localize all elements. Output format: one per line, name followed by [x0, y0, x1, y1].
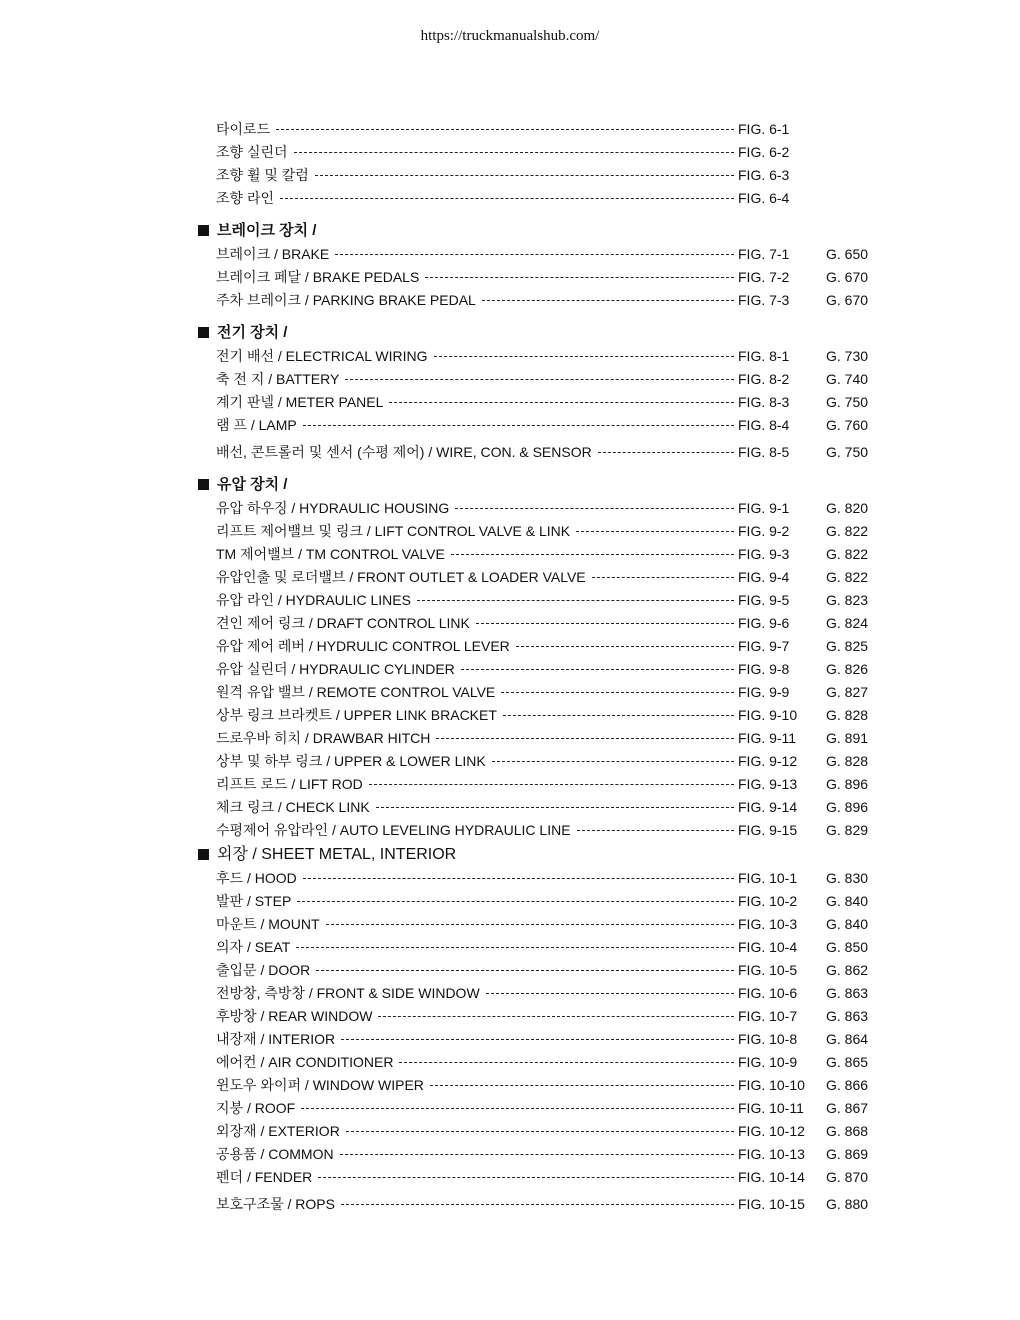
page-reference: G. 670 — [826, 269, 869, 285]
dot-leader — [367, 773, 738, 796]
figure-number: FIG. 10-8 — [738, 1031, 798, 1047]
dot-leader — [397, 1051, 738, 1074]
toc-entry[interactable] — [196, 704, 896, 727]
dot-leader — [501, 704, 738, 727]
toc-entry[interactable] — [196, 959, 896, 982]
page-reference: G. 822 — [826, 546, 869, 562]
dot-leader — [484, 982, 738, 1005]
toc-entry[interactable] — [196, 819, 896, 842]
toc-entry[interactable] — [196, 796, 896, 819]
dot-leader — [339, 1028, 738, 1051]
dot-leader — [374, 796, 738, 819]
toc-entry[interactable] — [196, 658, 896, 681]
figure-number: FIG. 9-3 — [738, 546, 790, 562]
dot-leader — [590, 566, 738, 589]
toc-entry[interactable] — [196, 681, 896, 704]
dot-leader — [432, 345, 739, 368]
figure-number: FIG. 10-7 — [738, 1008, 798, 1024]
toc-entry[interactable] — [196, 566, 896, 589]
dot-leader — [314, 959, 738, 982]
entry-label: 출입문 / DOOR — [216, 962, 311, 978]
entry-label: 펜더 / FENDER — [216, 1169, 313, 1185]
dot-leader — [344, 1120, 738, 1143]
toc-entry[interactable] — [196, 867, 896, 890]
toc-entry[interactable] — [196, 391, 896, 414]
entry-label: 마운트 / MOUNT — [216, 916, 320, 932]
page-reference: G. 864 — [826, 1031, 869, 1047]
dot-leader — [339, 1193, 738, 1216]
page-reference: G. 863 — [826, 985, 869, 1001]
toc-entry[interactable] — [196, 1193, 896, 1216]
page-reference: G. 850 — [826, 939, 869, 955]
toc-entry[interactable] — [196, 266, 896, 289]
figure-number: FIG. 7-2 — [738, 269, 790, 285]
figure-number: FIG. 10-1 — [738, 870, 798, 886]
dot-leader — [301, 867, 738, 890]
entry-label: 윈도우 와이퍼 / WINDOW WIPER — [216, 1077, 424, 1093]
toc-entry[interactable] — [196, 727, 896, 750]
figure-number: FIG. 10-15 — [738, 1196, 805, 1212]
dot-leader — [299, 1097, 738, 1120]
toc-entry[interactable] — [196, 890, 896, 913]
page-reference: G. 896 — [826, 776, 869, 792]
figure-number: FIG. 9-9 — [738, 684, 790, 700]
section-title: 유압 장치 / — [217, 476, 288, 493]
entry-label: 발판 / STEP — [216, 893, 292, 909]
page-reference: G. 840 — [826, 893, 869, 909]
page-reference: G. 869 — [826, 1146, 869, 1162]
figure-number: FIG. 9-15 — [738, 822, 798, 838]
section-heading — [196, 472, 896, 497]
figure-number: FIG. 9-6 — [738, 615, 790, 631]
figure-number: FIG. 9-8 — [738, 661, 790, 677]
figure-number: FIG. 6-1 — [738, 121, 790, 137]
entry-label: 브레이크 / BRAKE — [216, 246, 330, 262]
entry-label: 체크 링크 / CHECK LINK — [216, 799, 370, 815]
source-url[interactable]: https://truckmanualshub.com/ — [420, 28, 600, 44]
entry-label: 공용품 / COMMON — [216, 1146, 334, 1162]
figure-number: FIG. 8-4 — [738, 417, 790, 433]
toc-entry[interactable] — [196, 543, 896, 566]
square-bullet-icon — [198, 225, 209, 236]
dot-leader — [295, 890, 738, 913]
page-reference: G. 830 — [826, 870, 869, 886]
entry-label: 리프트 제어밸브 및 링크 / LIFT CONTROL VALVE & LINK — [216, 523, 571, 539]
figure-number: FIG. 6-3 — [738, 167, 790, 183]
page-reference: G. 865 — [826, 1054, 869, 1070]
dot-leader — [278, 187, 738, 210]
toc-entry[interactable] — [196, 368, 896, 391]
page-reference: G. 891 — [826, 730, 869, 746]
page-reference: G. 880 — [826, 1196, 869, 1212]
entry-label: 주차 브레이크 / PARKING BRAKE PEDAL — [216, 292, 476, 308]
figure-number: FIG. 6-2 — [738, 144, 790, 160]
entry-label: 수평제어 유압라인 / AUTO LEVELING HYDRAULIC LINE — [216, 822, 571, 838]
square-bullet-icon — [198, 327, 209, 338]
entry-label: 보호구조물 / ROPS — [216, 1196, 335, 1212]
toc-entry[interactable] — [196, 913, 896, 936]
page-reference: G. 827 — [826, 684, 869, 700]
intro-entries — [196, 118, 896, 210]
dot-leader — [333, 243, 738, 266]
entry-label: 램 프 / LAMP — [216, 417, 297, 433]
dot-leader — [474, 612, 738, 635]
toc-entry[interactable] — [196, 1120, 896, 1143]
page-reference: G. 829 — [826, 822, 869, 838]
entry-label: 계기 판넬 / METER PANEL — [216, 394, 384, 410]
figure-number: FIG. 7-1 — [738, 246, 790, 262]
toc-entry[interactable] — [196, 187, 896, 210]
toc-entry[interactable] — [196, 982, 896, 1005]
figure-number: FIG. 7-3 — [738, 292, 790, 308]
figure-number: FIG. 9-5 — [738, 592, 790, 608]
dot-leader — [415, 589, 738, 612]
figure-number: FIG. 9-10 — [738, 707, 798, 723]
page-reference: G. 867 — [826, 1100, 869, 1116]
entry-label: 후드 / HOOD — [216, 870, 297, 886]
page-reference: G. 650 — [826, 246, 869, 262]
dot-leader — [313, 164, 738, 187]
dot-leader — [434, 727, 738, 750]
page-reference: G. 828 — [826, 753, 869, 769]
page-reference: G. 825 — [826, 638, 869, 654]
figure-number: FIG. 10-6 — [738, 985, 798, 1001]
page-reference: G. 670 — [826, 292, 869, 308]
toc-entry[interactable] — [196, 289, 896, 312]
figure-number: FIG. 9-4 — [738, 569, 790, 585]
toc-entry[interactable] — [196, 141, 896, 164]
figure-number: FIG. 10-12 — [738, 1123, 805, 1139]
toc-entry[interactable] — [196, 1143, 896, 1166]
dot-leader — [294, 936, 738, 959]
table-of-contents — [196, 118, 896, 1216]
dot-leader — [274, 118, 738, 141]
toc-entry[interactable] — [196, 1051, 896, 1074]
toc-entry[interactable] — [196, 243, 896, 266]
dot-leader — [449, 543, 738, 566]
figure-number: FIG. 10-9 — [738, 1054, 798, 1070]
entry-label: 브레이크 페달 / BRAKE PEDALS — [216, 269, 420, 285]
toc-entry[interactable] — [196, 520, 896, 543]
page-reference: G. 750 — [826, 444, 869, 460]
dot-leader — [428, 1074, 738, 1097]
page-reference: G. 862 — [826, 962, 869, 978]
page-reference: G. 820 — [826, 500, 869, 516]
dot-leader — [343, 368, 738, 391]
page-reference: G. 822 — [826, 569, 869, 585]
toc-entry[interactable] — [196, 414, 896, 437]
entry-label: 상부 링크 브라켓트 / UPPER LINK BRACKET — [216, 707, 497, 723]
toc-entry[interactable] — [196, 936, 896, 959]
figure-number: FIG. 9-11 — [738, 730, 797, 746]
page-reference: G. 866 — [826, 1077, 869, 1093]
page-reference: G. 896 — [826, 799, 869, 815]
toc-entry[interactable] — [196, 589, 896, 612]
page-reference: G. 740 — [826, 371, 869, 387]
page-reference: G. 822 — [826, 523, 869, 539]
figure-number: FIG. 8-3 — [738, 394, 790, 410]
section-title: 외장 / SHEET METAL, INTERIOR — [217, 846, 457, 863]
dot-leader — [292, 141, 738, 164]
page-reference: G. 863 — [826, 1008, 869, 1024]
toc-entry[interactable] — [196, 1166, 896, 1189]
figure-number: FIG. 6-4 — [738, 190, 790, 206]
figure-number: FIG. 10-2 — [738, 893, 798, 909]
dot-leader — [423, 266, 738, 289]
toc-entry[interactable] — [196, 1005, 896, 1028]
toc-entry[interactable] — [196, 1097, 896, 1120]
toc-entry[interactable] — [196, 612, 896, 635]
section-title: 브레이크 장치 / — [217, 222, 317, 239]
page-reference: G. 824 — [826, 615, 869, 631]
dot-leader — [574, 520, 738, 543]
toc-sections — [196, 218, 896, 1216]
figure-number: FIG. 10-14 — [738, 1169, 805, 1185]
square-bullet-icon — [198, 849, 209, 860]
entry-label: 유압 라인 / HYDRAULIC LINES — [216, 592, 411, 608]
toc-entry[interactable] — [196, 635, 896, 658]
page-reference: G. 828 — [826, 707, 869, 723]
entry-label: 상부 및 하부 링크 / UPPER & LOWER LINK — [216, 753, 486, 769]
section-heading — [196, 320, 896, 345]
section-title: 전기 장치 / — [217, 324, 288, 341]
page-reference: G. 826 — [826, 661, 869, 677]
toc-entry[interactable] — [196, 345, 896, 368]
entry-label: 조향 휠 및 칼럼 — [216, 167, 309, 183]
dot-leader — [338, 1143, 738, 1166]
entry-label: 에어컨 / AIR CONDITIONER — [216, 1054, 394, 1070]
figure-number: FIG. 9-12 — [738, 753, 798, 769]
dot-leader — [459, 658, 738, 681]
entry-label: 타이로드 — [216, 121, 271, 137]
toc-entry[interactable] — [196, 750, 896, 773]
entry-label: 의자 / SEAT — [216, 939, 291, 955]
entry-label: 배선, 콘트롤러 및 센서 (수평 제어) / WIRE, CON. & SENSOR — [216, 444, 592, 460]
figure-number: FIG. 9-13 — [738, 776, 798, 792]
entry-label: 후방창 / REAR WINDOW — [216, 1008, 373, 1024]
entry-label: 리프트 로드 / LIFT ROD — [216, 776, 363, 792]
dot-leader — [480, 289, 738, 312]
entry-label: 조향 실린더 — [216, 144, 288, 160]
figure-number: FIG. 9-7 — [738, 638, 790, 654]
page-reference: G. 730 — [826, 348, 869, 364]
entry-label: 지붕 / ROOF — [216, 1100, 296, 1116]
dot-leader — [376, 1005, 738, 1028]
page-reference: G. 750 — [826, 394, 869, 410]
figure-number: FIG. 8-1 — [738, 348, 790, 364]
page-reference: G. 760 — [826, 417, 869, 433]
entry-label: 외장재 / EXTERIOR — [216, 1123, 340, 1139]
dot-leader — [387, 391, 738, 414]
dot-leader — [324, 913, 738, 936]
page-reference: G. 870 — [826, 1169, 869, 1185]
entry-label: 유압인출 및 로더밸브 / FRONT OUTLET & LOADER VALVE — [216, 569, 586, 585]
page-reference: G. 823 — [826, 592, 869, 608]
entry-label: 드로우바 히치 / DRAWBAR HITCH — [216, 730, 431, 746]
figure-number: FIG. 10-3 — [738, 916, 798, 932]
square-bullet-icon — [198, 479, 209, 490]
dot-leader — [575, 819, 738, 842]
figure-number: FIG. 10-5 — [738, 962, 798, 978]
dot-leader — [514, 635, 738, 658]
dot-leader — [316, 1166, 738, 1189]
entry-label: 유압 하우징 / HYDRAULIC HOUSING — [216, 500, 450, 516]
entry-label: 전기 배선 / ELECTRICAL WIRING — [216, 348, 428, 364]
page-reference: G. 840 — [826, 916, 869, 932]
entry-label: 전방창, 측방창 / FRONT & SIDE WINDOW — [216, 985, 480, 1001]
entry-label: 내장재 / INTERIOR — [216, 1031, 336, 1047]
entry-label: 유압 제어 레버 / HYDRULIC CONTROL LEVER — [216, 638, 510, 654]
dot-leader — [301, 414, 738, 437]
toc-entry[interactable] — [196, 164, 896, 187]
figure-number: FIG. 9-2 — [738, 523, 790, 539]
figure-number: FIG. 9-1 — [738, 500, 790, 516]
dot-leader — [499, 681, 738, 704]
page-reference: G. 868 — [826, 1123, 869, 1139]
entry-label: TM 제어밸브 / TM CONTROL VALVE — [216, 546, 445, 562]
entry-label: 견인 제어 링크 / DRAFT CONTROL LINK — [216, 615, 470, 631]
section-heading — [196, 842, 896, 867]
toc-entry[interactable] — [196, 773, 896, 796]
dot-leader — [453, 497, 738, 520]
figure-number: FIG. 10-13 — [738, 1146, 805, 1162]
figure-number: FIG. 8-2 — [738, 371, 790, 387]
toc-entry[interactable] — [196, 497, 896, 520]
toc-entry[interactable] — [196, 118, 896, 141]
toc-entry[interactable] — [196, 1028, 896, 1051]
figure-number: FIG. 10-11 — [738, 1100, 804, 1116]
figure-number: FIG. 9-14 — [738, 799, 798, 815]
toc-entry[interactable] — [196, 1074, 896, 1097]
entry-label: 축 전 지 / BATTERY — [216, 371, 340, 387]
entry-label: 유압 실린더 / HYDRAULIC CYLINDER — [216, 661, 455, 677]
section-heading — [196, 218, 896, 243]
toc-entry[interactable] — [196, 441, 896, 464]
entry-label: 원격 유압 밸브 / REMOTE CONTROL VALVE — [216, 684, 496, 700]
figure-number: FIG. 8-5 — [738, 444, 790, 460]
dot-leader — [596, 441, 738, 464]
figure-number: FIG. 10-10 — [738, 1077, 805, 1093]
entry-label: 조향 라인 — [216, 190, 274, 206]
figure-number: FIG. 10-4 — [738, 939, 798, 955]
dot-leader — [490, 750, 738, 773]
